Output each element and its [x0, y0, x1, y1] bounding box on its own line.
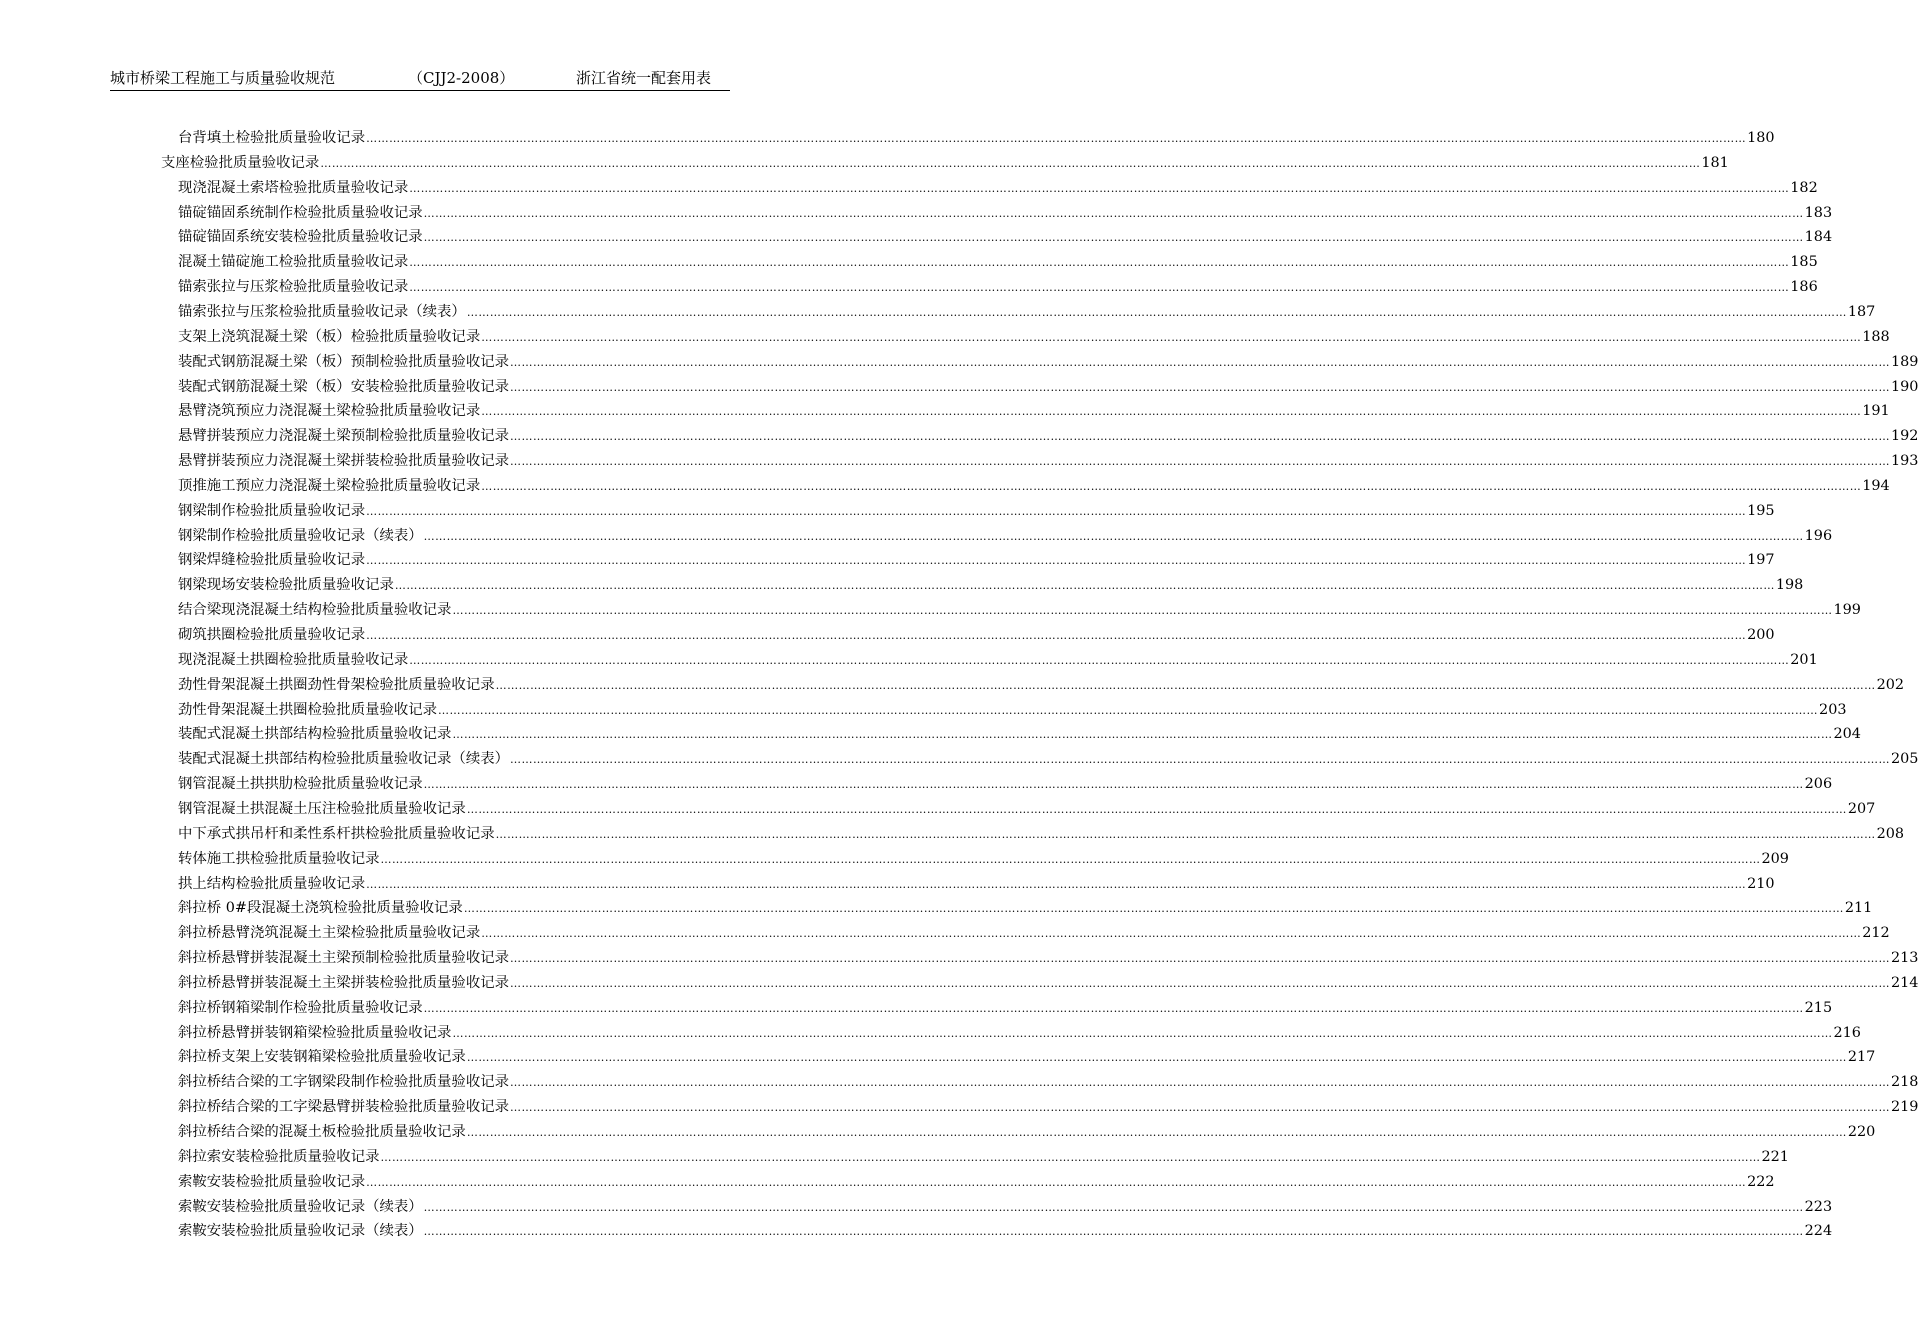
toc-dot-leader: ………………………………………………………………………………………………………………………………………………………………………………………………………………………………………………………………………………………………………………………………: [423, 1200, 1804, 1214]
toc-dot-leader: ………………………………………………………………………………………………………………………………………………………………………………………………………………………………………………………………………………………………………………………………: [423, 206, 1804, 220]
toc-entry-page: 215: [1804, 999, 1833, 1016]
toc-entry-title: 斜拉桥悬臂拼装混凝土主梁拼装检验批质量验收记录: [178, 974, 509, 991]
toc-entry-title: 装配式钢筋混凝土梁（板）安装检验批质量验收记录: [178, 378, 509, 395]
toc-entry-page: 188: [1862, 328, 1890, 345]
toc-entry-title: 支架上浇筑混凝土梁（板）检验批质量验收记录: [178, 328, 481, 345]
toc-entry-page: 216: [1833, 1024, 1861, 1041]
toc-dot-leader: ………………………………………………………………………………………………………………………………………………………………………………………………………………………………………………………………………………………………………………………………: [510, 952, 1890, 966]
toc-dot-leader: ………………………………………………………………………………………………………………………………………………………………………………………………………………………………………………………………………………………………………………………………: [409, 256, 1790, 270]
toc-entry-page: 190: [1891, 378, 1918, 395]
toc-entry-title: 装配式钢筋混凝土梁（板）预制检验批质量验收记录: [178, 353, 509, 370]
toc-entry-title: 现浇混凝土索塔检验批质量验收记录: [178, 179, 409, 196]
toc-dot-leader: ………………………………………………………………………………………………………………………………………………………………………………………………………………………………………………………………………………………………………………………………: [409, 181, 1790, 195]
toc-entry-page: 198: [1775, 577, 1804, 594]
toc-dot-leader: ………………………………………………………………………………………………………………………………………………………………………………………………………………………………………………………………………………………………………………………………: [409, 281, 1790, 295]
toc-entry-title: 顶推施工预应力浇混凝土梁检验批质量验收记录: [178, 477, 481, 494]
toc-entry[interactable]: [178, 524, 1833, 549]
toc-entry-page: 224: [1804, 1223, 1833, 1240]
toc-entry-page: 204: [1833, 726, 1861, 743]
toc-dot-leader: ………………………………………………………………………………………………………………………………………………………………………………………………………………………………………………………………………………………………………………………………: [366, 132, 1747, 145]
toc-entry[interactable]: [178, 747, 1918, 772]
toc-entry-title: 钢管混凝土拱拱肋检验批质量验收记录: [178, 776, 423, 793]
toc-entry[interactable]: [178, 797, 1876, 822]
toc-entry-page: 220: [1847, 1124, 1876, 1140]
toc-entry[interactable]: [178, 1095, 1918, 1120]
toc-dot-leader: ………………………………………………………………………………………………………………………………………………………………………………………………………………………………………………………………………………………………………………………………: [466, 1051, 1847, 1065]
toc-entry-page: 185: [1790, 254, 1818, 271]
toc-entry-title: 索鞍安装检验批质量验收记录（续表）: [178, 1198, 423, 1215]
toc-entry[interactable]: [178, 399, 1890, 424]
toc-entry[interactable]: [178, 1170, 1775, 1195]
toc-entry[interactable]: [178, 872, 1775, 897]
toc-entry-title: 索鞍安装检验批质量验收记录: [178, 1173, 366, 1190]
toc-entry-title: 斜拉桥钢箱梁制作检验批质量验收记录: [178, 999, 423, 1016]
toc-entry-title: 锚索张拉与压浆检验批质量验收记录: [178, 279, 409, 296]
toc-entry-page: 191: [1862, 403, 1890, 420]
toc-entry-page: 208: [1876, 825, 1905, 842]
toc-dot-leader: ………………………………………………………………………………………………………………………………………………………………………………………………………………………………………………………………………………………………………………………………: [463, 902, 1844, 916]
toc-dot-leader: ………………………………………………………………………………………………………………………………………………………………………………………………………………………………………………………………………………………………………………………………: [423, 231, 1804, 245]
toc-entry-page: 214: [1891, 974, 1918, 991]
toc-entry-title: 斜拉索安装检验批质量验收记录: [178, 1148, 380, 1165]
toc-entry[interactable]: [178, 698, 1847, 723]
toc-entry[interactable]: [178, 126, 1775, 151]
toc-entry-page: 210: [1747, 875, 1775, 892]
toc-entry-page: 189: [1891, 353, 1918, 370]
toc-entry-page: 213: [1891, 950, 1918, 967]
toc-entry[interactable]: [178, 424, 1918, 449]
toc-entry-title: 斜拉桥悬臂浇筑混凝土主梁检验批质量验收记录: [178, 925, 481, 942]
toc-entry[interactable]: [178, 722, 1861, 747]
toc-entry[interactable]: [178, 350, 1918, 375]
toc-entry[interactable]: [161, 151, 1729, 176]
toc-entry[interactable]: [178, 201, 1833, 226]
toc-entry-title: 转体施工拱检验批质量验收记录: [178, 850, 380, 867]
toc-entry-page: 184: [1804, 229, 1833, 246]
toc-entry-page: 181: [1701, 154, 1729, 171]
toc-entry-title: 钢梁制作检验批质量验收记录: [178, 502, 366, 519]
toc-entry-title: 钢梁焊缝检验批质量验收记录: [178, 552, 366, 569]
toc-dot-leader: ………………………………………………………………………………………………………………………………………………………………………………………………………………………………………………………………………………………………………………………………: [366, 877, 1747, 891]
toc-entry-title: 锚索张拉与压浆检验批质量验收记录（续表）: [178, 303, 466, 320]
toc-entry[interactable]: [178, 673, 1905, 698]
toc-dot-leader: ………………………………………………………………………………………………………………………………………………………………………………………………………………………………………………………………………………………………………………………………: [481, 927, 1862, 941]
toc-entry-title: 钢梁制作检验批质量验收记录（续表）: [178, 527, 423, 544]
toc-dot-leader: ………………………………………………………………………………………………………………………………………………………………………………………………………………………………………………………………………………………………………………………………: [366, 629, 1747, 642]
toc-entry[interactable]: [178, 1070, 1918, 1095]
toc-dot-leader: ………………………………………………………………………………………………………………………………………………………………………………………………………………………………………………………………………………………………………………………………: [438, 703, 1819, 717]
header-title: 城市桥梁工程施工与质量验收规范: [110, 69, 336, 87]
toc-entry-title: 斜拉桥支架上安装钢箱梁检验批质量验收记录: [178, 1049, 466, 1066]
toc-entry-page: 183: [1804, 204, 1833, 221]
toc-dot-leader: ………………………………………………………………………………………………………………………………………………………………………………………………………………………………………………………………………………………………………………………………: [481, 330, 1862, 344]
toc-entry-title: 悬臂拼装预应力浇混凝土梁预制检验批质量验收记录: [178, 428, 509, 445]
toc-entry[interactable]: [178, 375, 1918, 400]
toc-dot-leader: ………………………………………………………………………………………………………………………………………………………………………………………………………………………………………………………………………………………………………………………………: [510, 380, 1890, 394]
toc-dot-leader: ………………………………………………………………………………………………………………………………………………………………………………………………………………………………………………………………………………………………………………………………: [423, 1225, 1804, 1239]
toc-entry-title: 结合梁现浇混凝土结构检验批质量验收记录: [178, 602, 452, 619]
toc-entry-title: 支座检验批质量验收记录: [161, 154, 320, 171]
toc-dot-leader: ………………………………………………………………………………………………………………………………………………………………………………………………………………………………………………………………………………………………………………………………: [510, 976, 1890, 990]
toc-dot-leader: ………………………………………………………………………………………………………………………………………………………………………………………………………………………………………………………………………………………………………………………………: [510, 455, 1890, 469]
toc-dot-leader: ………………………………………………………………………………………………………………………………………………………………………………………………………………………………………………………………………………………………………………………………: [394, 579, 1775, 593]
toc-dot-leader: ………………………………………………………………………………………………………………………………………………………………………………………………………………………………………………………………………………………………………………………………: [320, 156, 1701, 170]
toc-entry-page: 201: [1790, 651, 1818, 668]
toc-entry[interactable]: [178, 300, 1876, 325]
toc-entry[interactable]: [178, 896, 1873, 921]
toc-entry-title: 锚碇锚固系统安装检验批质量验收记录: [178, 229, 423, 246]
toc-entry-page: 182: [1790, 179, 1818, 196]
toc-dot-leader: ………………………………………………………………………………………………………………………………………………………………………………………………………………………………………………………………………………………………………………………………: [423, 529, 1804, 543]
toc-entry[interactable]: [178, 250, 1818, 275]
toc-entry-page: 205: [1891, 751, 1918, 768]
toc-entry[interactable]: [178, 449, 1918, 474]
toc-dot-leader: ………………………………………………………………………………………………………………………………………………………………………………………………………………………………………………………………………………………………………………………………: [510, 355, 1890, 369]
toc-entry[interactable]: [178, 921, 1890, 946]
toc-entry-page: 194: [1862, 477, 1890, 494]
toc-dot-leader: ………………………………………………………………………………………………………………………………………………………………………………………………………………………………………………………………………………………………………………………………: [409, 653, 1790, 667]
toc-entry-page: 197: [1747, 552, 1775, 569]
toc-entry-title: 斜拉桥结合梁的工字钢梁段制作检验批质量验收记录: [178, 1074, 509, 1091]
toc-dot-leader: ………………………………………………………………………………………………………………………………………………………………………………………………………………………………………………………………………………………………………………………………: [466, 305, 1847, 319]
toc-entry-page: 199: [1833, 602, 1861, 619]
toc-entry[interactable]: [178, 225, 1833, 250]
toc-entry-title: 悬臂浇筑预应力浇混凝土梁检验批质量验收记录: [178, 403, 481, 420]
toc-dot-leader: ………………………………………………………………………………………………………………………………………………………………………………………………………………………………………………………………………………………………………………………………: [481, 405, 1862, 419]
toc-entry[interactable]: [178, 1219, 1833, 1244]
toc-entry-page: 202: [1876, 676, 1905, 693]
toc-entry-title: 装配式混凝土拱部结构检验批质量验收记录（续表）: [178, 751, 509, 768]
toc-entry-page: 193: [1891, 453, 1918, 470]
toc-entry-page: 187: [1847, 303, 1876, 320]
toc-entry[interactable]: [178, 325, 1890, 350]
toc-entry[interactable]: [178, 623, 1775, 648]
toc-entry[interactable]: [178, 1195, 1833, 1220]
toc-entry[interactable]: [178, 648, 1818, 673]
toc-entry[interactable]: [178, 573, 1804, 598]
toc-dot-leader: ………………………………………………………………………………………………………………………………………………………………………………………………………………………………………………………………………………………………………………………………: [466, 802, 1847, 816]
toc-entry-title: 拱上结构检验批质量验收记录: [178, 875, 366, 892]
toc-entry-page: 196: [1804, 527, 1833, 544]
toc-entry-page: 207: [1847, 800, 1876, 817]
toc-dot-leader: ………………………………………………………………………………………………………………………………………………………………………………………………………………………………………………………………………………………………………………………………: [423, 1001, 1804, 1015]
toc-entry-page: 222: [1747, 1173, 1775, 1190]
toc-entry-title: 斜拉桥结合梁的工字梁悬臂拼装检验批质量验收记录: [178, 1099, 509, 1116]
toc-dot-leader: ………………………………………………………………………………………………………………………………………………………………………………………………………………………………………………………………………………………………………………………………: [452, 1026, 1833, 1040]
toc-dot-leader: ………………………………………………………………………………………………………………………………………………………………………………………………………………………………………………………………………………………………………………………………: [466, 1126, 1847, 1139]
header-code: （CJJ2-2008）: [408, 69, 515, 87]
toc-entry-title: 钢梁现场安装检验批质量验收记录: [178, 577, 394, 594]
toc-entry[interactable]: [178, 971, 1918, 996]
toc-entry-title: 混凝土锚碇施工检验批质量验收记录: [178, 254, 409, 271]
toc-entry[interactable]: [178, 822, 1905, 847]
toc-entry-title: 斜拉桥结合梁的混凝土板检验批质量验收记录: [178, 1124, 466, 1140]
toc-entry[interactable]: [178, 1145, 1789, 1170]
toc-entry-title: 中下承式拱吊杆和柔性系杆拱检验批质量验收记录: [178, 825, 495, 842]
toc-dot-leader: ………………………………………………………………………………………………………………………………………………………………………………………………………………………………………………………………………………………………………………………………: [510, 430, 1890, 444]
toc-entry-title: 劲性骨架混凝土拱圈检验批质量验收记录: [178, 701, 438, 718]
toc-entry-title: 装配式混凝土拱部结构检验批质量验收记录: [178, 726, 452, 743]
toc-entry-page: 218: [1891, 1074, 1918, 1091]
toc-entry-title: 悬臂拼装预应力浇混凝土梁拼装检验批质量验收记录: [178, 453, 509, 470]
toc-entry[interactable]: [178, 996, 1833, 1021]
toc-entry-title: 钢管混凝土拱混凝土压注检验批质量验收记录: [178, 800, 466, 817]
toc-entry[interactable]: [178, 946, 1918, 971]
toc-entry-title: 斜拉桥悬臂拼装混凝土主梁预制检验批质量验收记录: [178, 950, 509, 967]
toc-dot-leader: ………………………………………………………………………………………………………………………………………………………………………………………………………………………………………………………………………………………………………………………………: [495, 827, 1876, 841]
toc-entry-page: 221: [1761, 1148, 1789, 1165]
toc-entry-page: 200: [1747, 627, 1775, 643]
toc-dot-leader: ………………………………………………………………………………………………………………………………………………………………………………………………………………………………………………………………………………………………………………………………: [481, 479, 1862, 493]
toc-dot-leader: ………………………………………………………………………………………………………………………………………………………………………………………………………………………………………………………………………………………………………………………………: [423, 778, 1804, 792]
toc-entry[interactable]: [178, 847, 1789, 872]
toc-entry[interactable]: [178, 548, 1775, 573]
toc-dot-leader: ………………………………………………………………………………………………………………………………………………………………………………………………………………………………………………………………………………………………………………………………: [366, 1175, 1747, 1189]
toc-entry-page: 211: [1844, 900, 1873, 917]
toc-dot-leader: ………………………………………………………………………………………………………………………………………………………………………………………………………………………………………………………………………………………………………………………………: [495, 678, 1876, 692]
toc-entry[interactable]: [178, 772, 1833, 797]
page-header: [110, 66, 730, 91]
header-province: 浙江省统一配套用表: [576, 69, 712, 87]
toc-entry[interactable]: [178, 1021, 1861, 1046]
toc-entry-page: 180: [1747, 130, 1775, 146]
toc-dot-leader: ………………………………………………………………………………………………………………………………………………………………………………………………………………………………………………………………………………………………………………………………: [452, 604, 1833, 618]
toc-dot-leader: ………………………………………………………………………………………………………………………………………………………………………………………………………………………………………………………………………………………………………………………………: [452, 728, 1833, 742]
toc-dot-leader: ………………………………………………………………………………………………………………………………………………………………………………………………………………………………………………………………………………………………………………………………: [366, 554, 1747, 568]
toc-entry-title: 锚碇锚固系统制作检验批质量验收记录: [178, 204, 423, 221]
toc-entry[interactable]: [178, 1120, 1876, 1145]
toc-entry-page: 217: [1847, 1049, 1876, 1066]
toc-entry[interactable]: [178, 176, 1818, 201]
toc-entry[interactable]: [178, 1045, 1876, 1070]
toc-entry-page: 212: [1862, 925, 1890, 942]
toc-entry[interactable]: [178, 598, 1861, 623]
toc-entry-title: 劲性骨架混凝土拱圈劲性骨架检验批质量验收记录: [178, 676, 495, 693]
toc-entry-title: 现浇混凝土拱圈检验批质量验收记录: [178, 651, 409, 668]
toc-entry-page: 195: [1747, 502, 1775, 519]
toc-entry-page: 186: [1790, 279, 1818, 296]
toc-entry-page: 203: [1819, 701, 1847, 718]
toc-entry-page: 206: [1804, 776, 1833, 793]
toc-entry[interactable]: [178, 499, 1775, 524]
toc-dot-leader: ………………………………………………………………………………………………………………………………………………………………………………………………………………………………………………………………………………………………………………………………: [510, 1101, 1890, 1115]
toc-entry[interactable]: [178, 474, 1890, 499]
toc-entry-title: 斜拉桥悬臂拼装钢箱梁检验批质量验收记录: [178, 1024, 452, 1041]
toc-dot-leader: ………………………………………………………………………………………………………………………………………………………………………………………………………………………………………………………………………………………………………………………………: [366, 504, 1747, 518]
toc-entry-title: 斜拉桥 0#段混凝土浇筑检验批质量验收记录: [178, 900, 463, 917]
toc-entry-page: 219: [1891, 1099, 1918, 1116]
toc-entry-page: 223: [1804, 1198, 1833, 1215]
toc-dot-leader: ………………………………………………………………………………………………………………………………………………………………………………………………………………………………………………………………………………………………………………………………: [380, 1150, 1761, 1164]
toc-entry-title: 索鞍安装检验批质量验收记录（续表）: [178, 1223, 423, 1240]
toc-entry-title: 砌筑拱圈检验批质量验收记录: [178, 627, 366, 643]
toc-entry-page: 192: [1891, 428, 1918, 445]
toc-entry-page: 209: [1761, 850, 1789, 867]
toc-dot-leader: ………………………………………………………………………………………………………………………………………………………………………………………………………………………………………………………………………………………………………………………………: [380, 852, 1761, 866]
toc-dot-leader: ………………………………………………………………………………………………………………………………………………………………………………………………………………………………………………………………………………………………………………………………: [510, 1076, 1890, 1090]
toc-entry-title: 台背填土检验批质量验收记录: [178, 130, 366, 146]
toc-entry[interactable]: [178, 275, 1818, 300]
toc-dot-leader: ………………………………………………………………………………………………………………………………………………………………………………………………………………………………………………………………………………………………………………………………: [510, 753, 1890, 767]
